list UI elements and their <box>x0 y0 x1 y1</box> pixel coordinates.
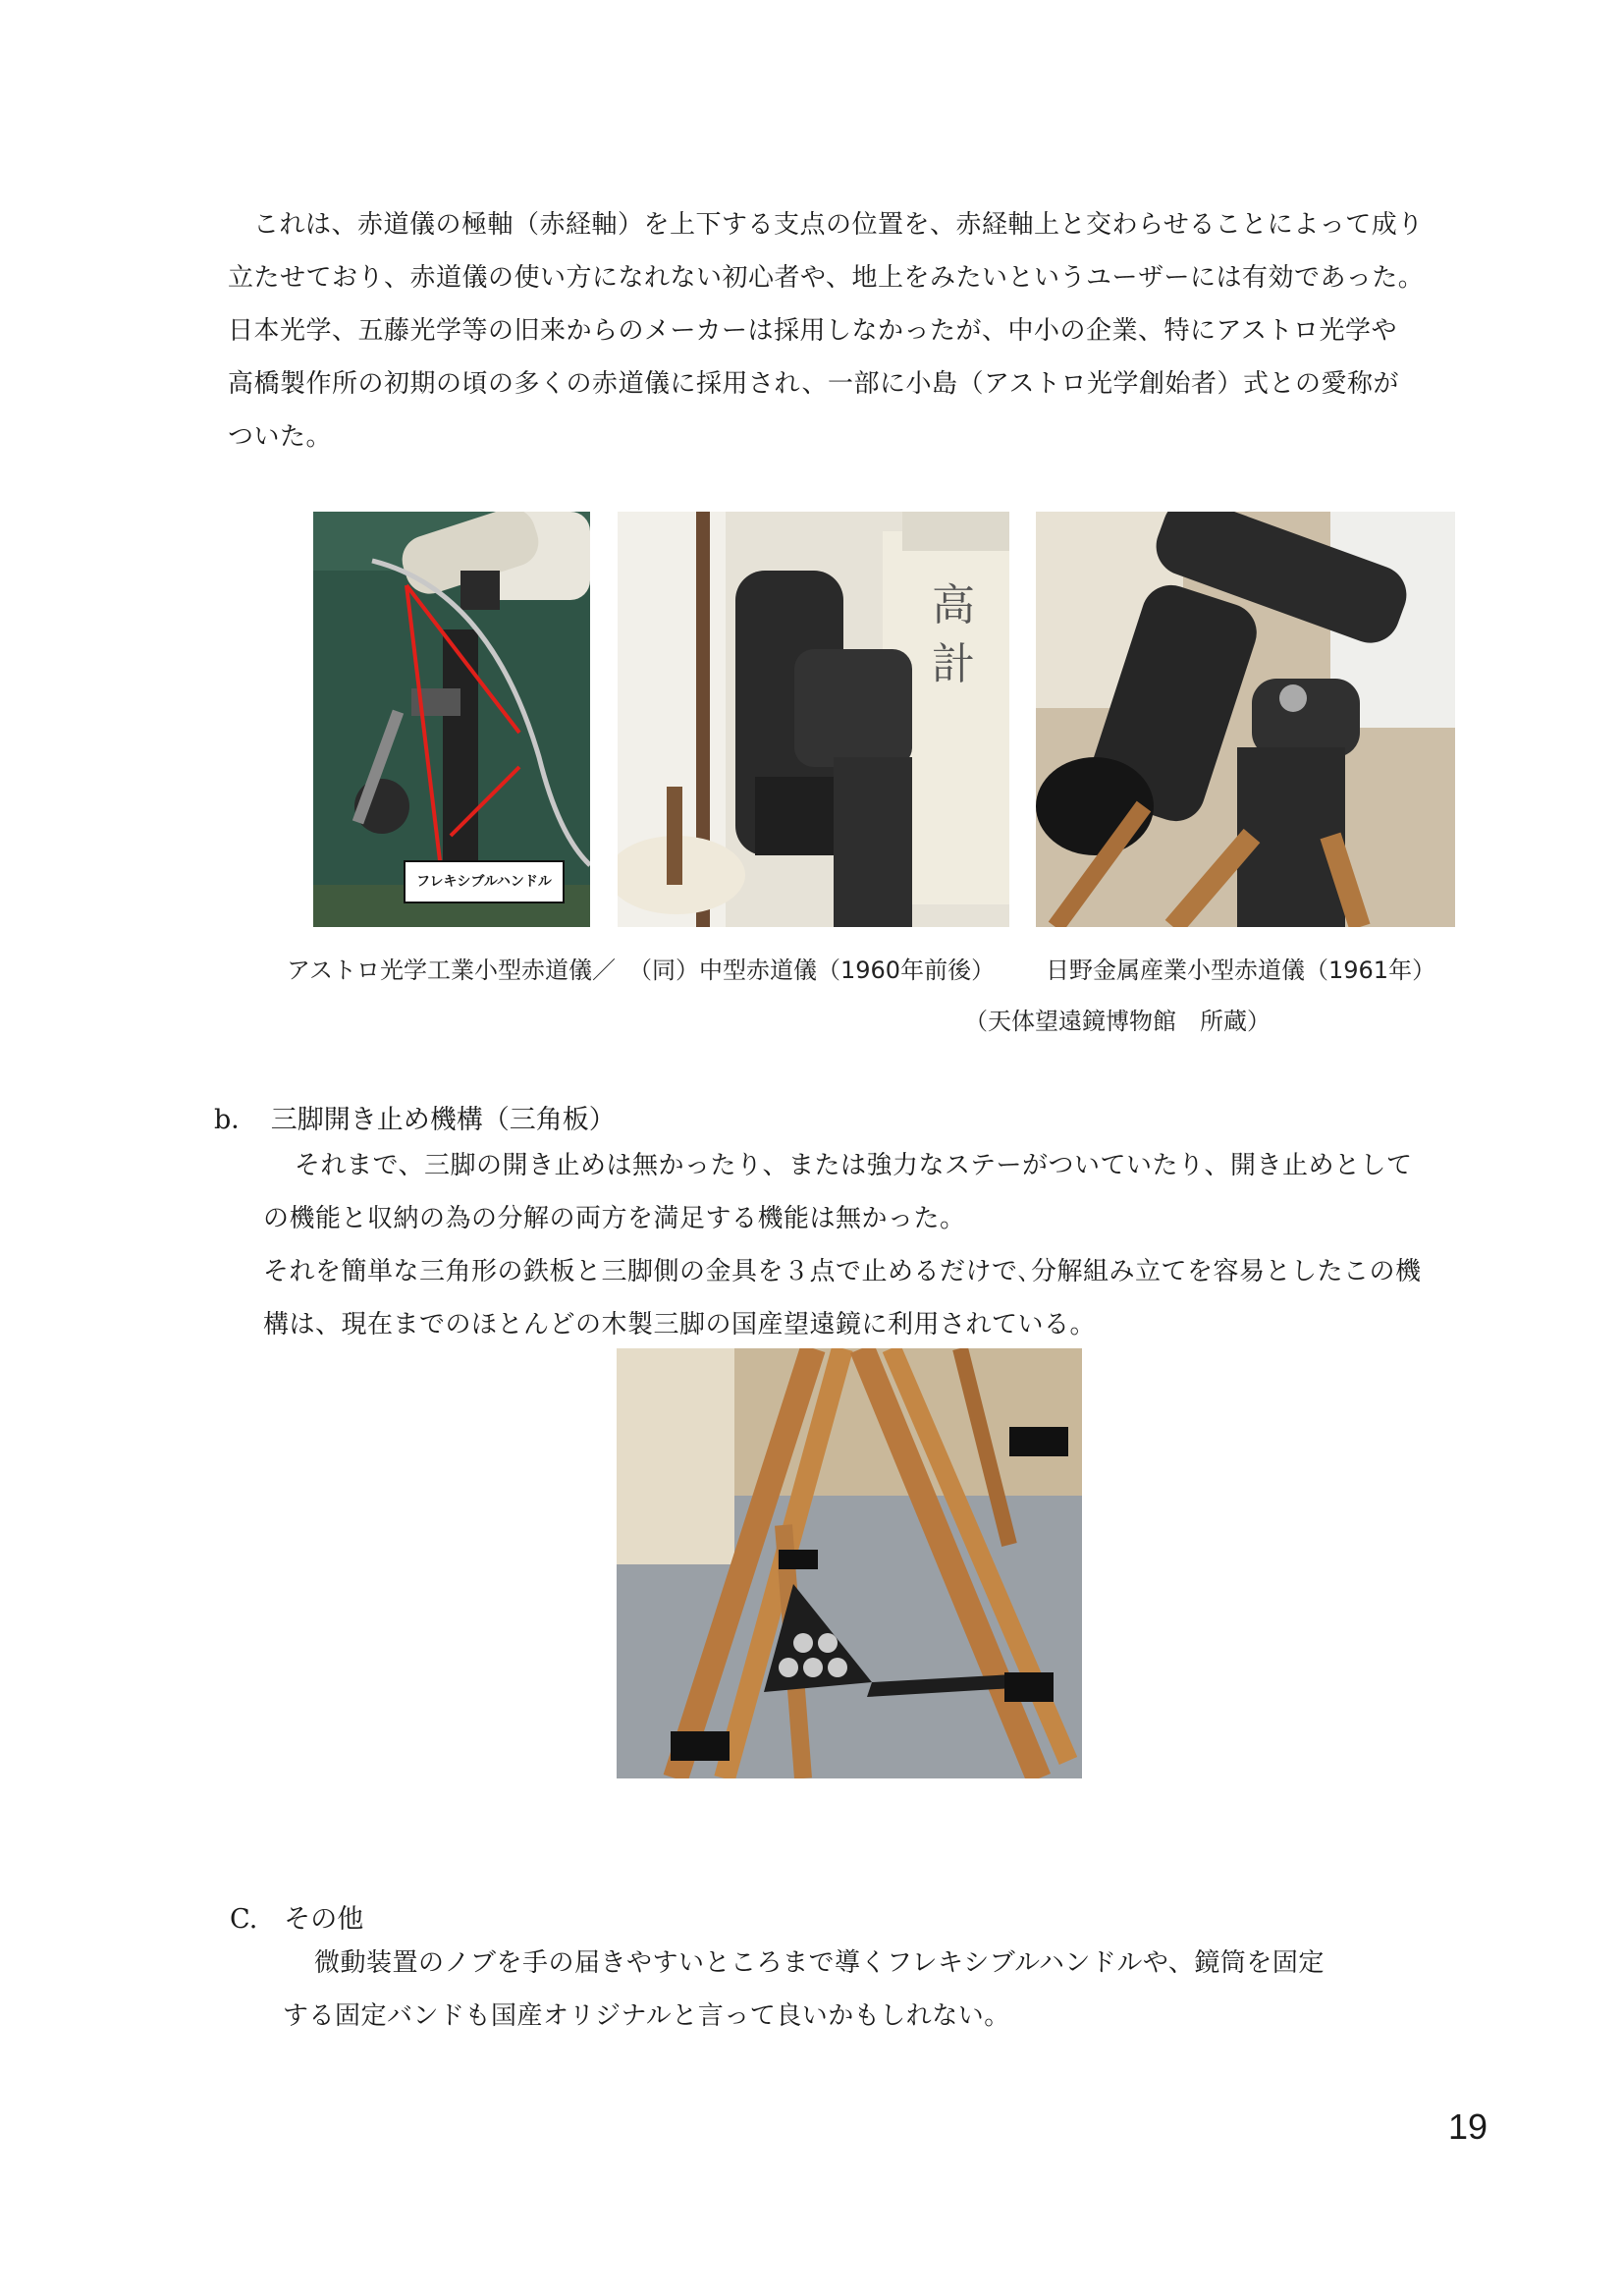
section-b-heading: b． 三脚開き止め機構（三角板） <box>214 1105 616 1135</box>
page-number: 19 <box>1448 2106 1488 2147</box>
section-c-line-2: する固定バンドも国産オリジナルと言って良いかもしれない。 <box>283 2001 1010 2031</box>
caption-photo3: 日野金属産業小型赤道儀（1961年） <box>1046 957 1436 984</box>
section-c-line-1: 微動装置のノブを手の届きやすいところまで導くフレキシブルハンドルや、鏡筒を固定 <box>314 1948 1325 1978</box>
photo-astro-small-mount <box>313 512 590 927</box>
section-b-paragraph <box>263 1139 1422 1351</box>
photo-tripod-triangle-plate <box>617 1348 1082 1778</box>
photo-hino-small-mount <box>1036 512 1455 927</box>
intro-line-4: 高橋製作所の初期の頃の多くの赤道儀に採用され、一部に小島（アストロ光学創始者）式との愛称が <box>228 369 1400 399</box>
caption-photo1: アストロ光学工業小型赤道儀／ <box>287 957 617 984</box>
intro-paragraph <box>228 198 1424 464</box>
intro-line-5: ついた。 <box>228 422 333 452</box>
section-b-line-4: 構は、現在までのほとんどの木製三脚の国産望遠鏡に利用されている。 <box>263 1310 1097 1339</box>
caption-photo2: （同）中型赤道儀（1960年前後） <box>628 957 996 984</box>
intro-line-1: これは、赤道儀の極軸（赤経軸）を上下する支点の位置を、赤経軸上と交わらせることによって成り <box>253 210 1424 240</box>
intro-line-3: 日本光学、五藤光学等の旧来からのメーカーは採用しなかったが、中小の企業、特にアストロ光学や <box>228 316 1397 346</box>
flexible-handle-label: フレキシブルハンドル <box>404 860 565 903</box>
section-b-line-2: の機能と収納の為の分解の両方を満足する機能は無かった。 <box>263 1204 966 1233</box>
section-c-paragraph <box>283 1937 1325 2043</box>
caption-credit: （天体望遠鏡博物館 所蔵） <box>964 1008 1271 1035</box>
section-b-line-1: それまで、三脚の開き止めは無かったり、または強力なステーがついていたり、開き止めとして <box>295 1151 1413 1180</box>
intro-line-2: 立たせており、赤道儀の使い方になれない初心者や、地上をみたいというユーザーには有効であった。 <box>228 263 1425 293</box>
section-b-line-3: それを簡単な三角形の鉄板と三脚側の金具を３点で止めるだけで､分解組み立てを容易としたこの機 <box>263 1257 1422 1286</box>
svg-text:高: 高 <box>932 580 975 630</box>
svg-text:計: 計 <box>932 639 975 689</box>
section-c-heading: C. その他 <box>230 1904 364 1935</box>
photo-astro-medium-mount <box>618 512 1009 927</box>
